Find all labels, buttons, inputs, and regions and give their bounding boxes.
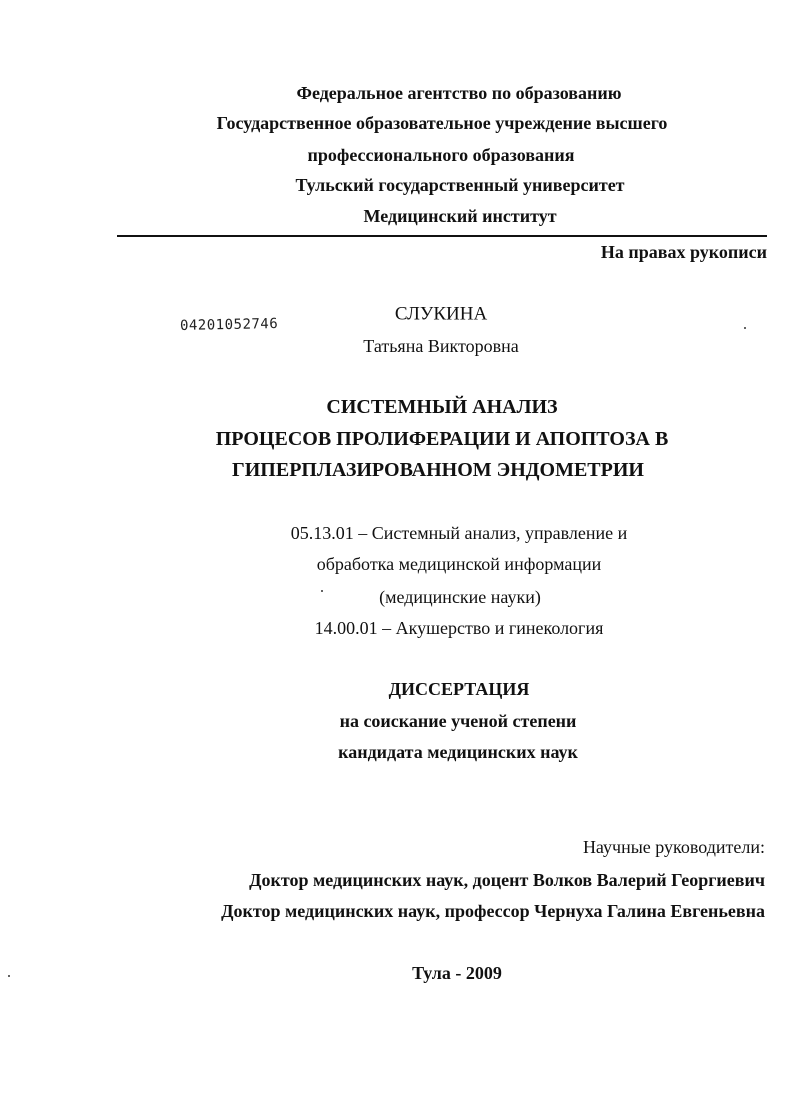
specialty-line-4: 14.00.01 – Акушерство и гинекология	[314, 618, 604, 638]
author-surname: СЛУКИНА	[394, 303, 488, 325]
header-divider	[117, 235, 767, 237]
scan-speck	[8, 975, 10, 977]
author-given-names: Татьяна Викторовна	[363, 336, 519, 356]
agency-name: Федеральное агентство по образованию	[296, 83, 622, 103]
specialty-line-2: обработка медицинской информации	[316, 554, 602, 574]
manuscript-note: На правах рукописи	[600, 242, 767, 262]
thesis-title-line-3: ГИПЕРПЛАЗИРОВАННОМ ЭНДОМЕТРИИ	[232, 459, 644, 481]
specialty-line-1: 05.13.01 – Системный анализ, управление и	[290, 523, 628, 543]
archive-number: 04201052746	[179, 315, 279, 334]
institution-line-1: Государственное образовательное учреждение высшего	[216, 113, 668, 133]
dissertation-label: ДИССЕРТАЦИЯ	[388, 679, 530, 699]
supervisor-2: Доктор медицинских наук, профессор Чернуха Галина Евгеньевна	[221, 901, 765, 921]
supervisor-1: Доктор медицинских наук, доцент Волков Валерий Георгиевич	[249, 870, 765, 890]
thesis-title-line-1: СИСТЕМНЫЙ АНАЛИЗ	[326, 396, 558, 418]
scan-speck	[744, 327, 746, 329]
institute-name: Медицинский институт	[363, 206, 557, 226]
degree-purpose-line-2: кандидата медицинских наук	[338, 742, 578, 762]
place-and-year: Тула - 2009	[412, 963, 502, 983]
scan-speck	[321, 590, 323, 592]
university-name: Тульский государственный университет	[295, 175, 625, 195]
supervisors-label: Научные руководители:	[582, 837, 765, 857]
specialty-line-3: (медицинские науки)	[379, 587, 541, 607]
institution-line-2: профессионального образования	[307, 145, 575, 165]
thesis-title-line-2: ПРОЦЕСОВ ПРОЛИФЕРАЦИИ И АПОПТОЗА В	[215, 428, 669, 450]
degree-purpose-line-1: на соискание ученой степени	[339, 711, 577, 731]
